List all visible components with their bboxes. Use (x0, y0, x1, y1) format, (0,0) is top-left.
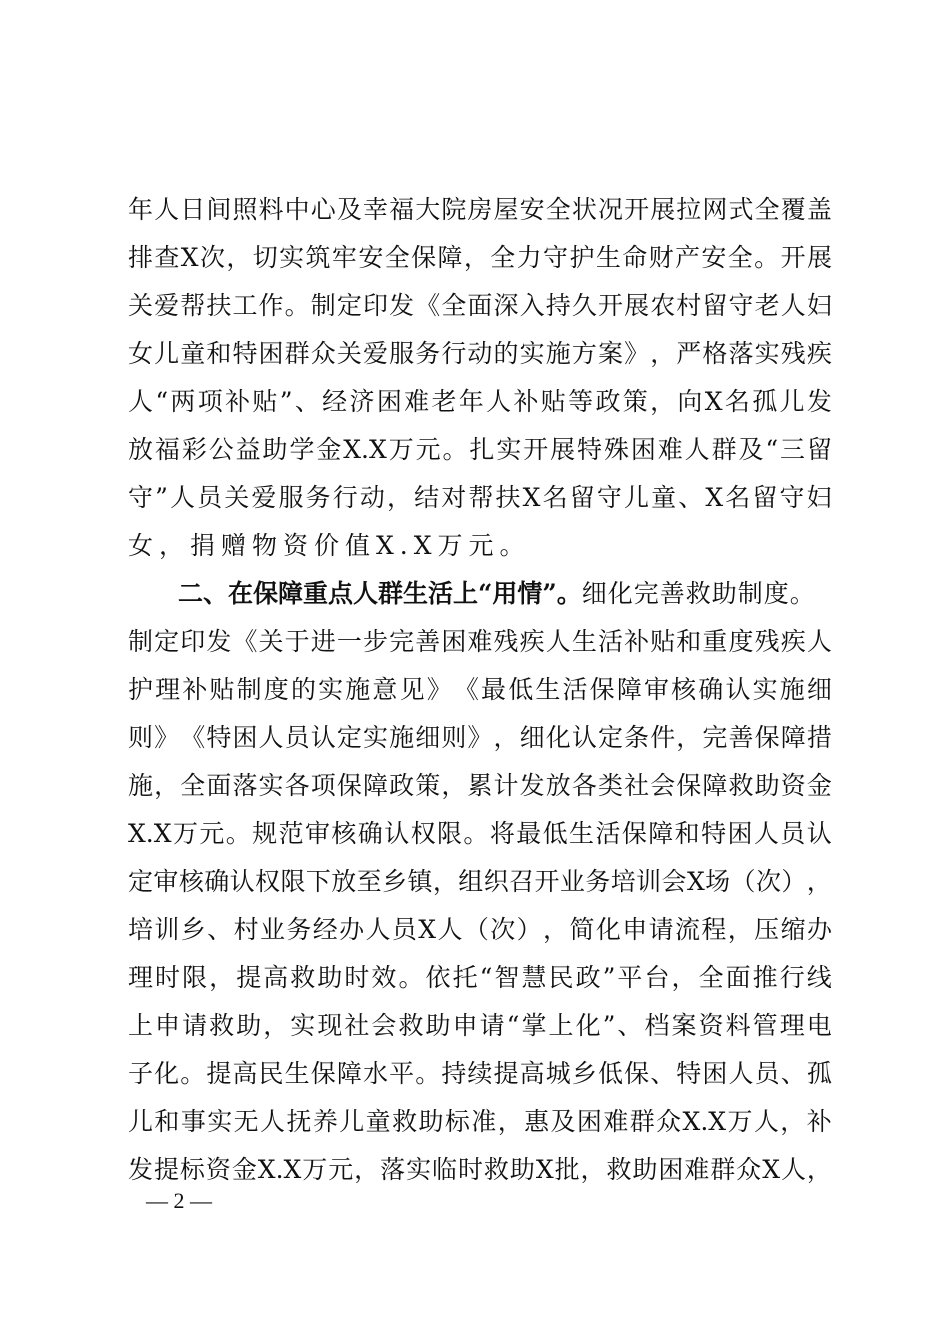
text-line: X.X 万 元 。 规 范 审 核 确 认 权 限 。 将 最 低 生 活 保 障 和 特 困 人 员 认 (128, 819, 832, 848)
paragraph-2 (128, 618, 832, 1194)
section-heading: 二、在保障重点人群生活上“用情”。 (128, 579, 582, 608)
text-line: 守 ” 人 员 关 爱 服 务 行 动 ， 结 对 帮 扶 X 名 留 守 儿 童 、 X 名 留 守 妇 (128, 483, 832, 512)
text-line: 放 福 彩 公 益 助 学 金 X.X 万 元 。 扎 实 开 展 特 殊 困 难 人 群 及 “ 三 留 (128, 435, 832, 464)
text-line: 年 人 日 间 照 料 中 心 及 幸 福 大 院 房 屋 安 全 状 况 开 展 拉 网 式 全 覆 盖 (128, 195, 832, 224)
text-line: 则 》 《 特 困 人 员 认 定 实 施 细 则 》 ， 细 化 认 定 条 件 ， 完 善 保 障 措 (128, 723, 832, 752)
section-heading-line (128, 570, 832, 618)
text-line: 女 儿 童 和 特 困 群 众 关 爱 服 务 行 动 的 实 施 方 案 》 ， 严 格 落 实 残 疾 (128, 339, 832, 368)
paragraph-1 (128, 186, 832, 570)
text-line: 培 训 乡 、 村 业 务 经 办 人 员 X 人 （ 次 ） ， 简 化 申 请 流 程 ， 压 缩 办 (128, 915, 832, 944)
text-line: 施 ， 全 面 落 实 各 项 保 障 政 策 ， 累 计 发 放 各 类 社 会 保 障 救 助 资 金 (128, 771, 832, 800)
text-line: 上 申 请 救 助 ， 实 现 社 会 救 助 申 请 “ 掌 上 化 ” 、 档 案 资 料 管 理 电 (128, 1011, 832, 1040)
text-line: 子 化 。 提 高 民 生 保 障 水 平 。 持 续 提 高 城 乡 低 保 、 特 困 人 员 、 孤 (128, 1059, 832, 1088)
document-body (128, 186, 832, 1194)
text-line: 人 “ 两 项 补 贴 ” 、 经 济 困 难 老 年 人 补 贴 等 政 策 ， 向 X 名 孤 儿 发 (128, 387, 832, 416)
text-line: 儿 和 事 实 无 人 抚 养 儿 童 救 助 标 准 ， 惠 及 困 难 群 众 X.X 万 人 ， 补 (128, 1107, 832, 1136)
text-line: 护 理 补 贴 制 度 的 实 施 意 见 》 《 最 低 生 活 保 障 审 核 确 认 实 施 细 (128, 675, 832, 704)
text-line: 制 定 印 发 《 关 于 进 一 步 完 善 困 难 残 疾 人 生 活 补 贴 和 重 度 残 疾 人 (128, 627, 832, 656)
text-line: 定 审 核 确 认 权 限 下 放 至 乡 镇 ， 组 织 召 开 业 务 培 训 会 X 场 （ 次 ） ， (128, 867, 832, 896)
text-line: 发 提 标 资 金 X.X 万 元 ， 落 实 临 时 救 助 X 批 ， 救 助 困 难 群 众 X 人 ， (128, 1155, 832, 1184)
text-line: 理 时 限 ， 提 高 救 助 时 效 。 依 托 “ 智 慧 民 政 ” 平 台 ， 全 面 推 行 线 (128, 963, 832, 992)
text-line: 女，捐赠物资价值X.X万元。 (128, 531, 531, 560)
page-number: — 2 — (146, 1188, 212, 1213)
section-heading-rest: 细化完善救助制度。 (581, 579, 816, 608)
text-line: 关 爱 帮 扶 工 作 。 制 定 印 发 《 全 面 深 入 持 久 开 展 农 村 留 守 老 人 妇 (128, 291, 832, 320)
text-line: 排 查 X 次 ， 切 实 筑 牢 安 全 保 障 ， 全 力 守 护 生 命 财 产 安 全 。 开 展 (128, 243, 832, 272)
